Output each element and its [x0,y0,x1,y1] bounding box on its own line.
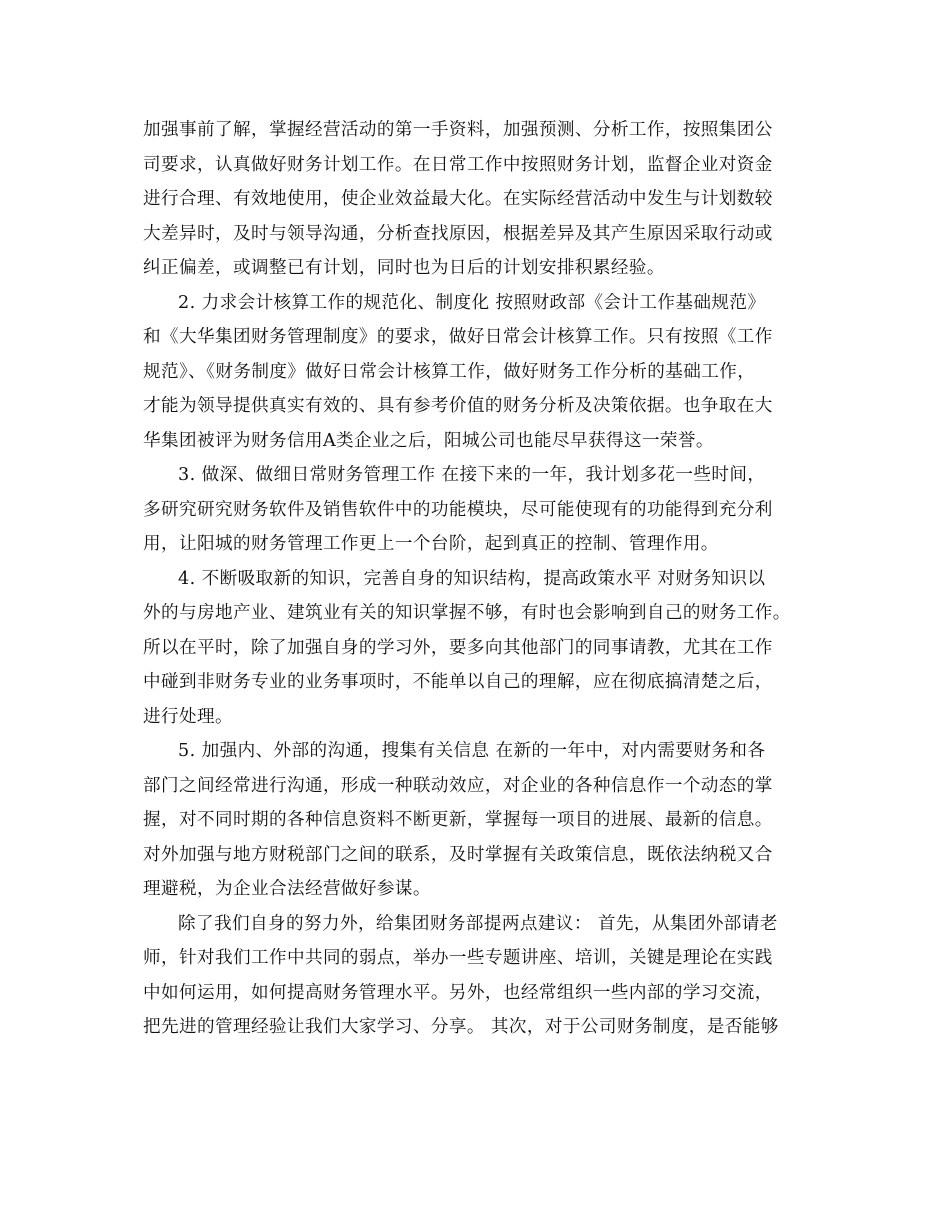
text-line: 5. 加强内、外部的沟通，搜集有关信息 在新的一年中，对内需要财务和各 [178,741,766,761]
text-line: 进行合理、有效地使用，使企业效益最大化。在实际经营活动中发生与计划数较 [143,189,773,209]
document-body [143,113,803,1045]
paragraph [143,286,803,459]
text-line: 加强事前了解，掌握经营活动的第一手资料，加强预测、分析工作，按照集团公 [143,120,773,140]
paragraph [143,562,803,735]
text-line: 握，对不同时期的各种信息资料不断更新，掌握每一项目的进展、最新的信息。 [143,810,773,830]
text-line: 部门之间经常进行沟通，形成一种联动效应，对企业的各种信息作一个动态的掌 [143,775,773,796]
text-line: 外的与房地产业、建筑业有关的知识掌握不够，有时也会影响到自己的财务工作。 [143,603,791,623]
text-line: 把先进的管理经验让我们大家学习、分享。 其次，对于公司财务制度，是否能够 [143,1017,779,1037]
text-line: 2. 力求会计核算工作的规范化、制度化 按照财政部《会计工作基础规范》 [178,292,766,313]
paragraph [143,907,803,1045]
text-line: 多研究研究财务软件及销售软件中的功能模块，尽可能使现有的功能得到充分利 [143,499,773,520]
text-line: 用，让阳城的财务管理工作更上一个台阶，起到真正的控制、管理作用。 [143,534,719,554]
text-line: 理避税，为企业合法经营做好参谋。 [143,879,431,899]
text-line: 大差异时，及时与领导沟通，分析查找原因，根据差异及其产生原因采取行动或 [143,223,773,244]
text-line: 纠正偏差，或调整已有计划，同时也为日后的计划安排积累经验。 [143,258,665,278]
text-line: 规范》、《财务制度》做好日常会计核算工作，做好财务工作分析的基础工作， [143,361,756,382]
text-line: 对外加强与地方财税部门之间的联系，及时掌握有关政策信息，既依法纳税又合 [143,844,773,865]
text-line: 司要求，认真做好财务计划工作。在日常工作中按照财务计划，监督企业对资金 [143,154,773,175]
paragraph [143,734,803,907]
text-line: 所以在平时，除了加强自身的学习外，要多向其他部门的同事请教，尤其在工作 [143,637,773,658]
text-line: 才能为领导提供真实有效的、具有参考价值的财务分析及决策依据。也争取在大 [143,396,773,416]
text-line: 除了我们自身的努力外，给集团财务部提两点建议： 首先，从集团外部请老 [178,913,778,934]
paragraph [143,458,803,562]
text-line: 中如何运用，如何提高财务管理水平。另外，也经常组织一些内部的学习交流， [143,982,773,1003]
text-line: 3. 做深、做细日常财务管理工作 在接下来的一年，我计划多花一些时间， [178,465,766,485]
text-line: 4. 不断吸取新的知识，完善自身的知识结构，提高政策水平 对财务知识以 [178,568,766,589]
text-line: 进行处理。 [143,706,233,727]
text-line: 华集团被评为财务信用A类企业之后，阳城公司也能尽早获得这一荣誉。 [143,430,714,451]
paragraph [143,113,803,286]
text-line: 中碰到非财务专业的业务事项时，不能单以自己的理解，应在彻底搞清楚之后， [143,672,773,692]
text-line: 师，针对我们工作中共同的弱点，举办一些专题讲座、培训，关键是理论在实践 [143,948,773,968]
text-line: 和《大华集团财务管理制度》的要求，做好日常会计核算工作。只有按照《工作 [143,327,773,347]
